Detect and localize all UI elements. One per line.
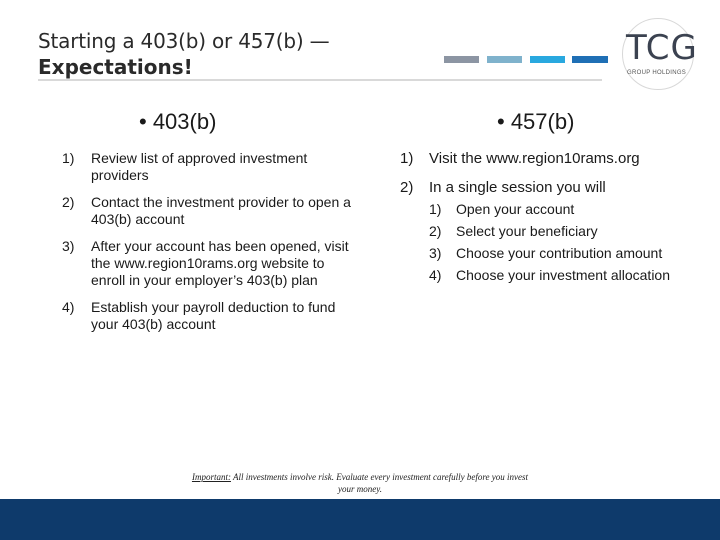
item-number: 3) <box>62 238 75 254</box>
accent-bar-3 <box>530 56 565 63</box>
sub-list-item <box>429 223 710 240</box>
footer-bar <box>0 499 720 540</box>
item-text: Review list of approved investment providers <box>91 150 308 183</box>
list-item <box>62 150 362 184</box>
list-item <box>400 150 710 168</box>
item-text: Visit the www.region10rams.org <box>429 150 640 167</box>
disclaimer-label: Important: <box>191 472 231 482</box>
item-number: 2) <box>62 194 75 210</box>
item-text: Choose your investment allocation <box>456 267 671 283</box>
heading-403b: • 403(b) <box>139 109 217 134</box>
item-number: 4) <box>429 267 442 283</box>
list-item <box>400 179 710 284</box>
tcg-logo <box>618 16 704 90</box>
disclaimer-text: All investments involve risk. Evaluate every investment carefully before you invest your money. <box>230 472 529 494</box>
item-number: 1) <box>62 150 75 166</box>
title-divider <box>38 79 602 81</box>
sub-list-item <box>429 245 710 262</box>
title-line-2: Expectations! <box>38 55 193 79</box>
item-text: Choose your contribution amount <box>456 245 663 261</box>
sub-list-item <box>429 267 710 284</box>
list-item <box>62 299 362 333</box>
steps-457b <box>400 150 710 295</box>
item-text: Select your beneficiary <box>456 223 598 239</box>
accent-bar-1 <box>444 56 479 63</box>
list-item <box>62 238 362 289</box>
item-text: After your account has been opened, visit the www.region10rams.org website to enroll in your employer’s 403(b) plan <box>91 238 349 288</box>
session-sub-steps <box>429 201 710 284</box>
accent-bar-4 <box>572 56 608 63</box>
item-number: 2) <box>429 223 442 239</box>
logo-mark: TCG <box>626 28 698 68</box>
item-text: In a single session you will <box>429 179 606 196</box>
accent-bars <box>444 56 610 63</box>
item-number: 1) <box>429 201 442 217</box>
item-number: 2) <box>400 179 414 196</box>
sub-list-item <box>429 201 710 218</box>
slide-title <box>38 28 329 80</box>
heading-457b: • 457(b) <box>497 109 575 134</box>
title-line-1: Starting a 403(b) or 457(b) — <box>38 29 330 53</box>
item-text: Contact the investment provider to open a 403(b) account <box>91 194 351 227</box>
item-text: Establish your payroll deduction to fund your 403(b) account <box>91 299 336 332</box>
disclaimer <box>190 471 530 495</box>
list-item <box>62 194 362 228</box>
item-number: 1) <box>400 150 414 167</box>
steps-403b <box>62 150 362 343</box>
item-number: 4) <box>62 299 75 315</box>
item-number: 3) <box>429 245 442 261</box>
logo-subtitle: GROUP HOLDINGS <box>627 70 687 76</box>
accent-bar-2 <box>487 56 522 63</box>
item-text: Open your account <box>456 201 575 217</box>
